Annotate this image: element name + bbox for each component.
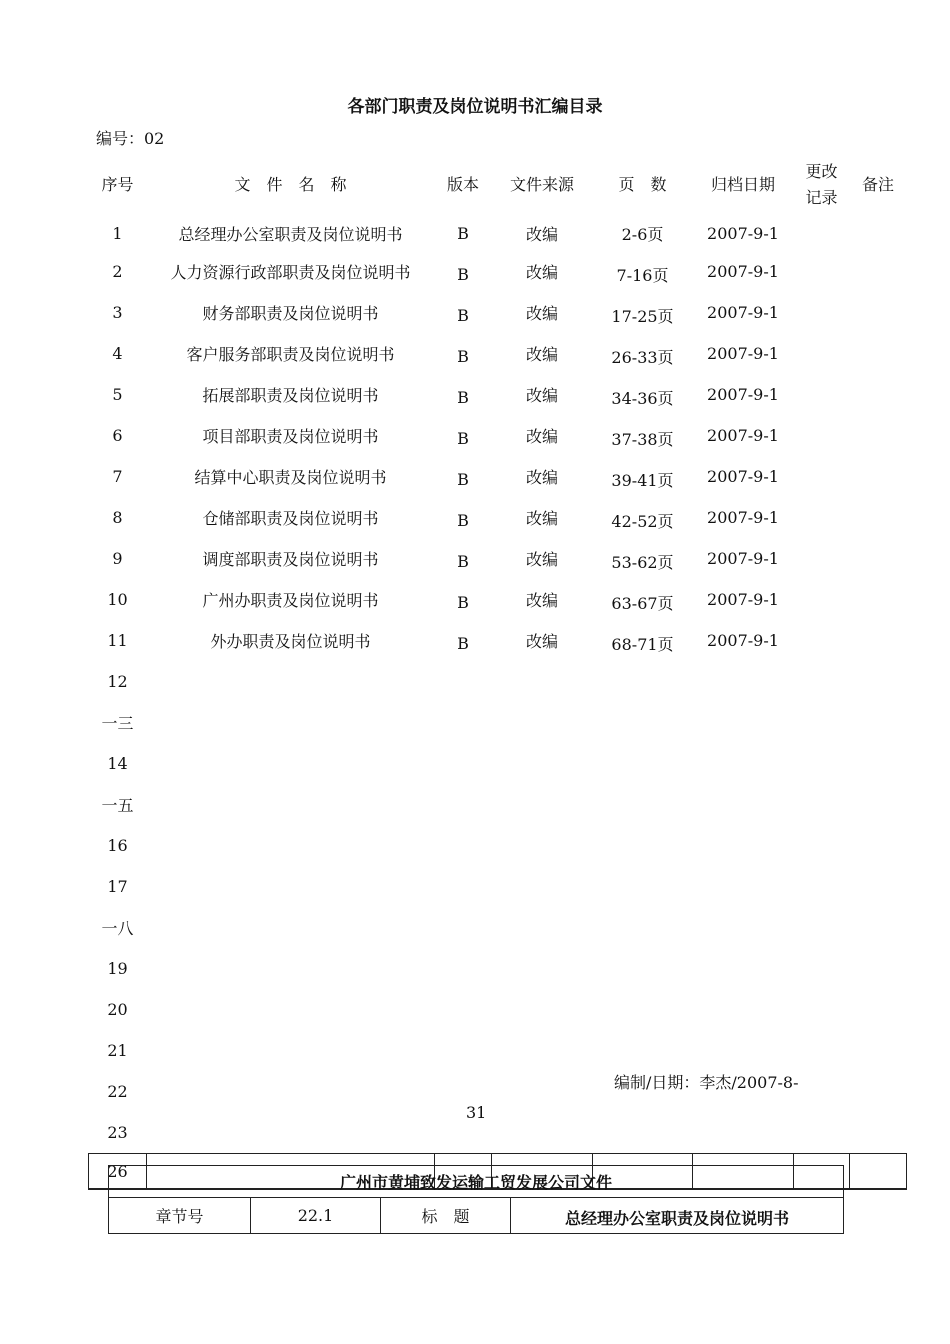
row-pages bbox=[593, 907, 693, 948]
row-name bbox=[147, 866, 435, 907]
row-name: 广州办职责及岗位说明书 bbox=[202, 591, 379, 610]
header-change-line2: 记录 bbox=[805, 188, 838, 207]
table-row bbox=[89, 374, 907, 415]
row-seq: 10 bbox=[107, 590, 128, 609]
header-change-record bbox=[794, 154, 850, 216]
row-date: 2007-9-1 bbox=[707, 426, 779, 445]
row-remark bbox=[850, 948, 907, 989]
table-row bbox=[89, 497, 907, 538]
table-row bbox=[89, 538, 907, 579]
table-row bbox=[89, 251, 907, 292]
row-seq: 7 bbox=[112, 467, 123, 486]
row-source bbox=[492, 743, 593, 784]
row-name: 总经理办公室职责及岗位说明书 bbox=[178, 225, 403, 244]
document-number: 编号：02 bbox=[96, 129, 165, 148]
row-seq: 12 bbox=[107, 672, 128, 691]
row-version bbox=[435, 1030, 492, 1071]
boxed-seq: 26 bbox=[89, 1154, 147, 1190]
row-source: 改编 bbox=[525, 591, 558, 610]
row-seq: 19 bbox=[107, 959, 128, 978]
row-version bbox=[435, 989, 492, 1030]
table-header-row bbox=[89, 154, 907, 216]
table-row bbox=[89, 948, 907, 989]
row-remark bbox=[850, 251, 907, 292]
row-seq: 1 bbox=[112, 224, 123, 243]
row-version: B bbox=[457, 388, 469, 407]
row-name bbox=[147, 825, 435, 866]
row-date bbox=[693, 1030, 794, 1071]
row-name: 外办职责及岗位说明书 bbox=[210, 632, 371, 651]
row-pages: 68-71页 bbox=[611, 635, 674, 654]
table-row bbox=[89, 784, 907, 825]
row-remark bbox=[850, 743, 907, 784]
row-source: 改编 bbox=[525, 468, 558, 487]
header-seq: 序号 bbox=[101, 175, 134, 194]
row-version: B bbox=[457, 552, 469, 571]
table-body bbox=[89, 216, 907, 1154]
footer-company: 广州市黄埔致发运输工贸发展公司文件 bbox=[109, 1166, 844, 1198]
row-date bbox=[693, 743, 794, 784]
row-change bbox=[794, 948, 850, 989]
row-change bbox=[794, 1071, 850, 1112]
row-seq: 5 bbox=[112, 385, 123, 404]
row-source: 改编 bbox=[525, 632, 558, 651]
compiled-by: 编制/日期：李杰/2007-8- bbox=[614, 1073, 799, 1092]
row-seq: 20 bbox=[107, 1000, 128, 1019]
row-pages bbox=[593, 825, 693, 866]
row-version bbox=[435, 825, 492, 866]
row-date: 2007-9-1 bbox=[707, 224, 779, 243]
row-remark bbox=[850, 1071, 907, 1112]
table-row bbox=[89, 907, 907, 948]
row-pages: 2-6页 bbox=[621, 225, 664, 244]
row-change bbox=[794, 1112, 850, 1154]
row-date: 2007-9-1 bbox=[707, 303, 779, 322]
table-row bbox=[89, 743, 907, 784]
row-remark bbox=[850, 333, 907, 374]
row-version: B bbox=[457, 470, 469, 489]
row-name bbox=[147, 989, 435, 1030]
row-remark bbox=[850, 620, 907, 661]
row-pages: 34-36页 bbox=[611, 389, 674, 408]
row-date bbox=[693, 784, 794, 825]
row-date bbox=[693, 866, 794, 907]
row-pages: 63-67页 bbox=[611, 594, 674, 613]
row-change bbox=[794, 989, 850, 1030]
row-change bbox=[794, 456, 850, 497]
row-change bbox=[794, 579, 850, 620]
row-name bbox=[147, 1071, 435, 1112]
row-seq: 4 bbox=[112, 344, 123, 363]
row-date: 2007-9-1 bbox=[707, 344, 779, 363]
row-name bbox=[147, 1112, 435, 1154]
row-version bbox=[435, 743, 492, 784]
row-date: 2007-9-1 bbox=[707, 385, 779, 404]
row-name bbox=[147, 661, 435, 702]
row-source bbox=[492, 825, 593, 866]
row-seq: 14 bbox=[107, 754, 128, 773]
row-date bbox=[693, 702, 794, 743]
row-change bbox=[794, 251, 850, 292]
row-date: 2007-9-1 bbox=[707, 590, 779, 609]
boxed-cell bbox=[850, 1154, 907, 1190]
row-seq: 22 bbox=[107, 1082, 128, 1101]
footer-title-value: 总经理办公室职责及岗位说明书 bbox=[511, 1198, 844, 1234]
row-version bbox=[435, 661, 492, 702]
row-change bbox=[794, 333, 850, 374]
row-source: 改编 bbox=[525, 225, 558, 244]
footer-title-label: 标 题 bbox=[381, 1198, 511, 1234]
row-version: B bbox=[457, 224, 469, 243]
row-date: 2007-9-1 bbox=[707, 631, 779, 650]
row-pages: 53-62页 bbox=[611, 553, 674, 572]
row-version: B bbox=[457, 265, 469, 284]
row-name bbox=[147, 743, 435, 784]
row-version bbox=[435, 866, 492, 907]
row-source: 改编 bbox=[525, 263, 558, 282]
row-source bbox=[492, 1112, 593, 1154]
table-row bbox=[89, 216, 907, 251]
row-source: 改编 bbox=[525, 427, 558, 446]
table-row bbox=[89, 661, 907, 702]
row-source: 改编 bbox=[525, 386, 558, 405]
row-source: 改编 bbox=[525, 550, 558, 569]
footer-table bbox=[108, 1165, 844, 1234]
row-remark bbox=[850, 1112, 907, 1154]
table-row bbox=[89, 702, 907, 743]
header-name: 文 件 名 称 bbox=[234, 175, 347, 194]
row-pages: 17-25页 bbox=[611, 307, 674, 326]
row-change bbox=[794, 743, 850, 784]
row-date bbox=[693, 907, 794, 948]
row-remark bbox=[850, 784, 907, 825]
header-date: 归档日期 bbox=[710, 175, 775, 194]
row-change bbox=[794, 1030, 850, 1071]
row-pages bbox=[593, 989, 693, 1030]
row-remark bbox=[850, 866, 907, 907]
header-pages: 页 数 bbox=[618, 175, 667, 194]
row-name: 拓展部职责及岗位说明书 bbox=[202, 386, 379, 405]
row-pages bbox=[593, 866, 693, 907]
row-source bbox=[492, 1071, 593, 1112]
footer-info-row bbox=[109, 1198, 844, 1234]
row-change bbox=[794, 661, 850, 702]
row-change bbox=[794, 825, 850, 866]
row-version bbox=[435, 784, 492, 825]
row-source: 改编 bbox=[525, 345, 558, 364]
row-source bbox=[492, 784, 593, 825]
row-date bbox=[693, 825, 794, 866]
row-seq: 23 bbox=[107, 1123, 128, 1142]
table-row bbox=[89, 415, 907, 456]
row-version bbox=[435, 907, 492, 948]
row-version: B bbox=[457, 347, 469, 366]
row-change bbox=[794, 497, 850, 538]
row-version: B bbox=[457, 634, 469, 653]
row-name: 客户服务部职责及岗位说明书 bbox=[186, 345, 395, 364]
row-seq: 2 bbox=[112, 262, 123, 281]
row-pages: 26-33页 bbox=[611, 348, 674, 367]
row-version bbox=[435, 702, 492, 743]
header-remark: 备注 bbox=[861, 175, 894, 194]
row-name: 仓储部职责及岗位说明书 bbox=[202, 509, 379, 528]
row-pages bbox=[593, 784, 693, 825]
catalog-table bbox=[88, 154, 907, 1190]
row-name: 调度部职责及岗位说明书 bbox=[202, 550, 379, 569]
row-seq: 17 bbox=[107, 877, 128, 896]
row-name bbox=[147, 948, 435, 989]
table-row bbox=[89, 456, 907, 497]
row-date bbox=[693, 1112, 794, 1154]
row-name: 人力资源行政部职责及岗位说明书 bbox=[170, 263, 411, 282]
row-source bbox=[492, 661, 593, 702]
row-version: B bbox=[457, 429, 469, 448]
row-seq: 9 bbox=[112, 549, 123, 568]
row-pages bbox=[593, 743, 693, 784]
row-seq: 一三 bbox=[101, 714, 134, 733]
footer-section-value: 22.1 bbox=[251, 1198, 381, 1234]
row-remark bbox=[850, 825, 907, 866]
header-source: 文件来源 bbox=[509, 175, 574, 194]
row-change bbox=[794, 907, 850, 948]
row-pages bbox=[593, 661, 693, 702]
row-remark bbox=[850, 538, 907, 579]
table-row bbox=[89, 333, 907, 374]
row-date: 2007-9-1 bbox=[707, 262, 779, 281]
row-pages: 7-16页 bbox=[616, 266, 669, 285]
row-date bbox=[693, 661, 794, 702]
row-remark bbox=[850, 661, 907, 702]
row-date: 2007-9-1 bbox=[707, 467, 779, 486]
row-remark bbox=[850, 1030, 907, 1071]
row-change bbox=[794, 702, 850, 743]
row-remark bbox=[850, 216, 907, 251]
row-remark bbox=[850, 989, 907, 1030]
row-change bbox=[794, 866, 850, 907]
row-version: B bbox=[457, 593, 469, 612]
row-source bbox=[492, 1030, 593, 1071]
row-seq: 一八 bbox=[101, 919, 134, 938]
table-row bbox=[89, 866, 907, 907]
row-source bbox=[492, 866, 593, 907]
row-version: B bbox=[457, 306, 469, 325]
header-version: 版本 bbox=[446, 175, 479, 194]
table-row bbox=[89, 825, 907, 866]
table-row bbox=[89, 1030, 907, 1071]
row-remark bbox=[850, 456, 907, 497]
row-change bbox=[794, 538, 850, 579]
page-title: 各部门职责及岗位说明书汇编目录 bbox=[347, 97, 603, 117]
row-remark bbox=[850, 292, 907, 333]
row-pages: 37-38页 bbox=[611, 430, 674, 449]
row-remark bbox=[850, 702, 907, 743]
row-remark bbox=[850, 579, 907, 620]
row-change bbox=[794, 784, 850, 825]
footer-company-row bbox=[109, 1166, 844, 1198]
row-name bbox=[147, 702, 435, 743]
row-remark bbox=[850, 907, 907, 948]
row-name bbox=[147, 1030, 435, 1071]
row-change bbox=[794, 415, 850, 456]
row-seq: 11 bbox=[107, 631, 128, 650]
row-version bbox=[435, 948, 492, 989]
row-remark bbox=[850, 415, 907, 456]
table-row bbox=[89, 1112, 907, 1154]
row-name bbox=[147, 907, 435, 948]
row-name: 项目部职责及岗位说明书 bbox=[202, 427, 379, 446]
row-seq: 6 bbox=[112, 426, 123, 445]
row-pages: 39-41页 bbox=[611, 471, 674, 490]
row-seq: 16 bbox=[107, 836, 128, 855]
row-change bbox=[794, 374, 850, 415]
row-seq: 21 bbox=[107, 1041, 128, 1060]
row-source: 改编 bbox=[525, 509, 558, 528]
row-name: 财务部职责及岗位说明书 bbox=[202, 304, 379, 323]
row-source: 改编 bbox=[525, 304, 558, 323]
row-source bbox=[492, 989, 593, 1030]
compiled-date-continued: 31 bbox=[466, 1103, 487, 1122]
row-version: B bbox=[457, 511, 469, 530]
row-seq: 8 bbox=[112, 508, 123, 527]
header-change-line1: 更改 bbox=[805, 162, 838, 181]
row-source bbox=[492, 948, 593, 989]
row-remark bbox=[850, 497, 907, 538]
row-date bbox=[693, 948, 794, 989]
table-row bbox=[89, 292, 907, 333]
row-seq: 一五 bbox=[101, 796, 134, 815]
row-pages bbox=[593, 702, 693, 743]
row-remark bbox=[850, 374, 907, 415]
row-change bbox=[794, 292, 850, 333]
row-date bbox=[693, 989, 794, 1030]
row-change bbox=[794, 620, 850, 661]
row-date: 2007-9-1 bbox=[707, 508, 779, 527]
row-date: 2007-9-1 bbox=[707, 549, 779, 568]
row-change bbox=[794, 216, 850, 251]
row-source bbox=[492, 907, 593, 948]
footer-section-label: 章节号 bbox=[109, 1198, 251, 1234]
row-pages bbox=[593, 1112, 693, 1154]
row-pages bbox=[593, 948, 693, 989]
row-name: 结算中心职责及岗位说明书 bbox=[194, 468, 387, 487]
table-row bbox=[89, 989, 907, 1030]
table-row bbox=[89, 579, 907, 620]
table-row bbox=[89, 620, 907, 661]
row-seq: 3 bbox=[112, 303, 123, 322]
row-pages bbox=[593, 1030, 693, 1071]
row-source bbox=[492, 702, 593, 743]
row-pages: 42-52页 bbox=[611, 512, 674, 531]
row-name bbox=[147, 784, 435, 825]
